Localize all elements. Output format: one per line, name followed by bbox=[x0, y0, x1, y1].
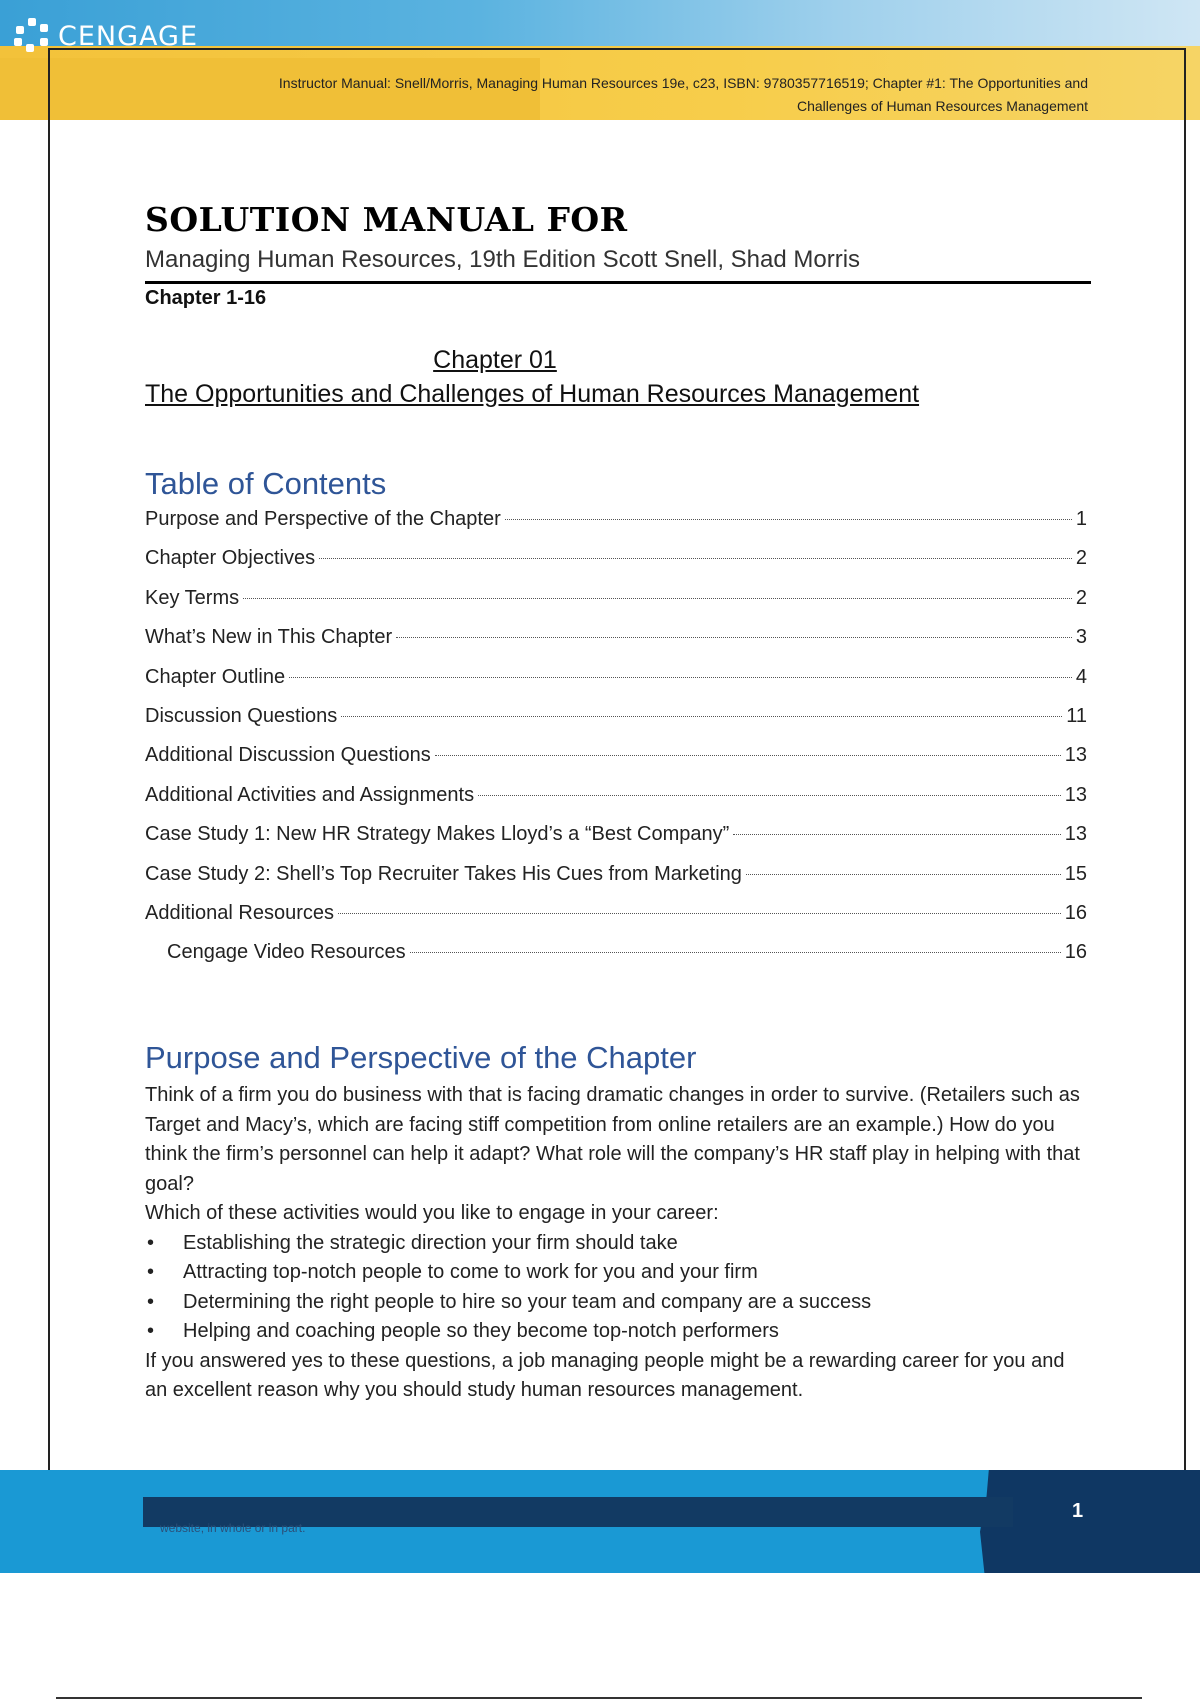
bullet-glyph: • bbox=[147, 1320, 155, 1342]
running-head-line-2: Challenges of Human Resources Management bbox=[796, 98, 1088, 114]
toc-entry-page: 13 bbox=[1064, 823, 1087, 846]
bullet-item bbox=[145, 1229, 1085, 1259]
toc-leader bbox=[733, 834, 1060, 835]
bullet-glyph: • bbox=[147, 1290, 155, 1313]
toc-entry-label: Case Study 2: Shell’s Top Recruiter Takes His Cues from Marketing bbox=[145, 862, 742, 885]
toc-entry[interactable] bbox=[145, 941, 1087, 980]
chapter-range: Chapter 1-16 bbox=[145, 287, 267, 309]
toc-entry[interactable] bbox=[145, 587, 1087, 626]
document-subtitle: Managing Human Resources, 19th Edition Scott Snell, Shad Morris bbox=[145, 246, 861, 273]
toc-leader bbox=[243, 598, 1072, 599]
toc-entry-label: Case Study 1: New HR Strategy Makes Lloyd’s a “Best Company” bbox=[145, 823, 730, 846]
toc-entry-label: Cengage Video Resources bbox=[167, 941, 406, 964]
title-rule bbox=[145, 281, 1091, 284]
toc-entry-label: Additional Discussion Questions bbox=[145, 744, 431, 767]
toc-entry-label: Chapter Outline bbox=[145, 665, 286, 688]
toc-leader bbox=[338, 913, 1061, 914]
toc-entry[interactable] bbox=[145, 823, 1087, 862]
bullet-text: Determining the right people to hire so your team and company are a success bbox=[183, 1290, 872, 1313]
bullet-item bbox=[145, 1288, 1085, 1318]
toc-entry-page: 16 bbox=[1064, 941, 1087, 964]
table-of-contents bbox=[145, 508, 1087, 981]
toc-leader bbox=[410, 952, 1061, 953]
toc-entry[interactable] bbox=[145, 626, 1087, 665]
toc-leader bbox=[319, 558, 1072, 559]
toc-entry[interactable] bbox=[145, 744, 1087, 783]
toc-entry[interactable] bbox=[145, 547, 1087, 586]
toc-leader bbox=[746, 874, 1061, 875]
document-title: SOLUTION MANUAL FOR bbox=[145, 200, 628, 239]
bullet-glyph: • bbox=[147, 1261, 155, 1283]
toc-entry-label: Additional Resources bbox=[145, 901, 334, 924]
page-number: 1 bbox=[1072, 1500, 1084, 1522]
toc-entry-label: Purpose and Perspective of the Chapter bbox=[145, 508, 501, 530]
running-head-line-1: Instructor Manual: Snell/Morris, Managing Human Resources 19e, c23, ISBN: 9780357716519; Chapter #1: The Opportunities and bbox=[278, 75, 1088, 91]
toc-entry[interactable] bbox=[145, 863, 1087, 902]
toc-entry[interactable] bbox=[145, 902, 1087, 941]
toc-entry-page: 13 bbox=[1064, 783, 1087, 806]
toc-entry-page: 2 bbox=[1075, 547, 1087, 570]
cengage-dots-icon bbox=[14, 18, 50, 54]
footer-dark-band bbox=[980, 1470, 1200, 1573]
running-head bbox=[108, 72, 1088, 118]
bullet-item bbox=[145, 1258, 1085, 1288]
bottom-rule bbox=[56, 1697, 1142, 1699]
toc-entry-page: 11 bbox=[1066, 704, 1087, 727]
toc-heading: Table of Contents bbox=[145, 466, 387, 501]
chapter-number: Chapter 01 bbox=[433, 346, 557, 374]
purpose-heading: Purpose and Perspective of the Chapter bbox=[145, 1040, 697, 1075]
toc-entry-label: Additional Activities and Assignments bbox=[145, 783, 475, 806]
toc-entry-page: 4 bbox=[1075, 665, 1087, 688]
purpose-paragraph: Which of these activities would you like to engage in your career: bbox=[145, 1202, 719, 1224]
toc-entry[interactable] bbox=[145, 784, 1087, 823]
logo-text: CENGAGE bbox=[58, 20, 199, 52]
toc-entry[interactable] bbox=[145, 508, 1087, 547]
chapter-title: The Opportunities and Challenges of Human Resources Management bbox=[145, 380, 920, 408]
toc-leader bbox=[341, 716, 1062, 717]
toc-entry-page: 2 bbox=[1075, 586, 1087, 609]
bullet-text: Establishing the strategic direction your firm should take bbox=[183, 1231, 678, 1254]
toc-leader bbox=[396, 637, 1072, 638]
bullet-text: Attracting top-notch people to come to work for you and your firm bbox=[183, 1261, 758, 1283]
toc-entry-label: What’s New in This Chapter bbox=[145, 626, 393, 649]
toc-entry-page: 13 bbox=[1064, 744, 1087, 767]
toc-entry-label: Chapter Objectives bbox=[145, 547, 316, 570]
toc-entry-page: 1 bbox=[1075, 508, 1087, 530]
bullet-text: Helping and coaching people so they become top-notch performers bbox=[183, 1320, 779, 1342]
purpose-paragraph: Think of a firm you do business with that is facing dramatic changes in order to survive. (Retailers such as Target and Macy’s, which are facing stiff competition from online retailers are an example.) How do you think the firm’s personnel can help it adapt? What role will the company’s HR staff play in helping with that goal? bbox=[145, 1084, 1080, 1195]
toc-entry-page: 16 bbox=[1064, 901, 1087, 924]
toc-entry-page: 3 bbox=[1075, 626, 1087, 649]
purpose-body bbox=[145, 1081, 1085, 1406]
bullet-item bbox=[145, 1317, 1085, 1347]
footer-fine-print: website, in whole or in part. bbox=[160, 1521, 306, 1535]
toc-entry-label: Discussion Questions bbox=[145, 704, 338, 727]
toc-entry[interactable] bbox=[145, 666, 1087, 705]
bullet-glyph: • bbox=[147, 1231, 155, 1254]
toc-entry[interactable] bbox=[145, 705, 1087, 744]
toc-leader bbox=[505, 519, 1072, 520]
toc-leader bbox=[435, 755, 1061, 756]
toc-leader bbox=[478, 795, 1061, 796]
toc-entry-page: 15 bbox=[1064, 862, 1087, 885]
purpose-paragraph: If you answered yes to these questions, a job managing people might be a rewarding career for you and an excellent reason why you should study human resources management. bbox=[145, 1349, 1065, 1401]
toc-entry-label: Key Terms bbox=[145, 586, 240, 609]
toc-leader bbox=[289, 677, 1072, 678]
